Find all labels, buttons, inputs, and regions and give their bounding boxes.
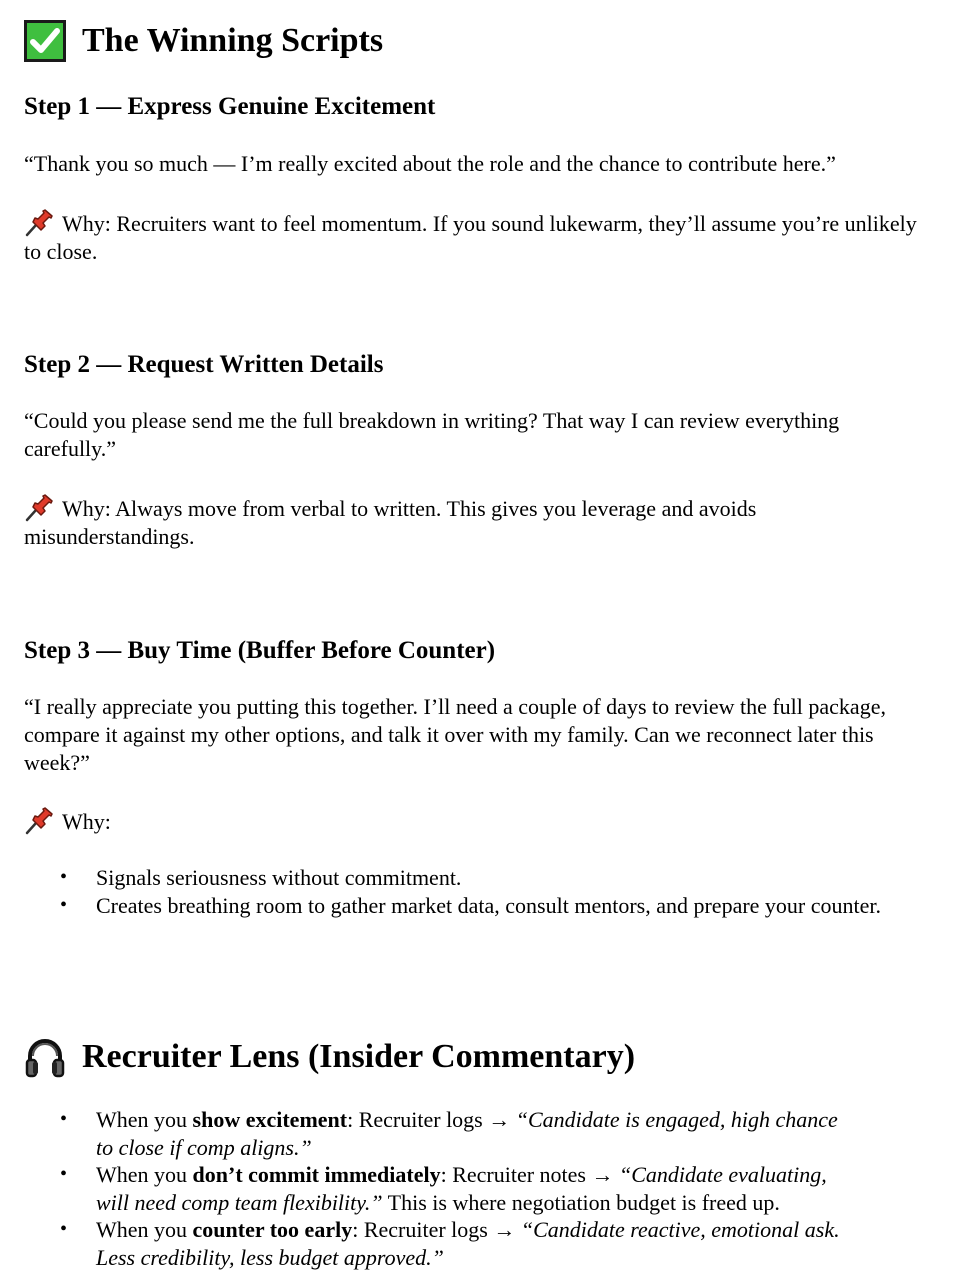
why-bullet-list <box>24 864 914 919</box>
headphones-icon <box>24 1036 66 1078</box>
section-title: The Winning Scripts <box>82 22 384 59</box>
pushpin-icon <box>24 209 54 237</box>
step-title: Step 3 — Buy Time (Buffer Before Counter) <box>24 637 496 664</box>
section-heading-recruiter-lens <box>24 1036 635 1078</box>
section-title: Recruiter Lens (Insider Commentary) <box>82 1038 636 1075</box>
item-quote: will need comp team flexibility.” <box>96 1189 383 1215</box>
section-heading-winning-scripts <box>24 20 383 62</box>
item-quote: “Candidate evaluating, <box>619 1162 827 1187</box>
list-item <box>24 1161 914 1216</box>
item-bold: show excitement <box>192 1107 348 1132</box>
list-item <box>24 1216 914 1271</box>
step-quote: “Thank you so much — I’m really excited about the role and the chance to contribute here.” <box>24 151 836 176</box>
item-quote: “Candidate reactive, emotional ask. <box>520 1217 840 1242</box>
recruiter-lens-list <box>24 1106 914 1271</box>
step-title: Step 1 — Express Genuine Excitement <box>24 93 436 120</box>
item-mid: : Recruiter logs → <box>347 1107 516 1132</box>
step-title: Step 2 — Request Written Details <box>24 351 384 378</box>
item-lead: When you <box>96 1217 193 1242</box>
item-quote: to close if comp aligns.” <box>96 1134 312 1160</box>
step-why <box>24 494 919 551</box>
item-bold: counter too early <box>192 1217 353 1242</box>
item-tail: This is where negotiation budget is freed up. <box>382 1189 780 1215</box>
pushpin-icon <box>24 807 54 835</box>
why-text: Why: <box>62 809 111 834</box>
item-lead: When you <box>96 1162 193 1187</box>
step-quote: “Could you please send me the full breakdown in writing? That way I can review everything carefully.” <box>24 408 840 461</box>
item-mid: : Recruiter notes → <box>440 1162 619 1187</box>
list-item: • Signals seriousness without commitment. <box>24 864 914 892</box>
step-why <box>24 807 919 836</box>
pushpin-icon <box>24 494 54 522</box>
check-box-icon <box>24 20 66 62</box>
why-text: Why: Always move from verbal to written. This gives you leverage and avoids misunderstandings. <box>24 496 757 549</box>
list-item: • Creates breathing room to gather market data, consult mentors, and prepare your counter. <box>24 892 914 920</box>
why-text: Why: Recruiters want to feel momentum. If you sound lukewarm, they’ll assume you’re unlikely to close. <box>24 211 917 264</box>
item-mid: : Recruiter logs → <box>352 1217 521 1242</box>
item-quote: “Candidate is engaged, high chance <box>515 1107 838 1132</box>
item-lead: When you <box>96 1107 193 1132</box>
item-quote: Less credibility, less budget approved.” <box>96 1244 444 1270</box>
step-quote: “I really appreciate you putting this together. I’ll need a couple of days to review the full package, compare it against my other options, and talk it over with my family. Can we reconnect later this week?” <box>24 694 886 775</box>
step-why <box>24 209 919 266</box>
list-item <box>24 1106 914 1161</box>
item-bold: don’t commit immediately <box>192 1162 441 1187</box>
